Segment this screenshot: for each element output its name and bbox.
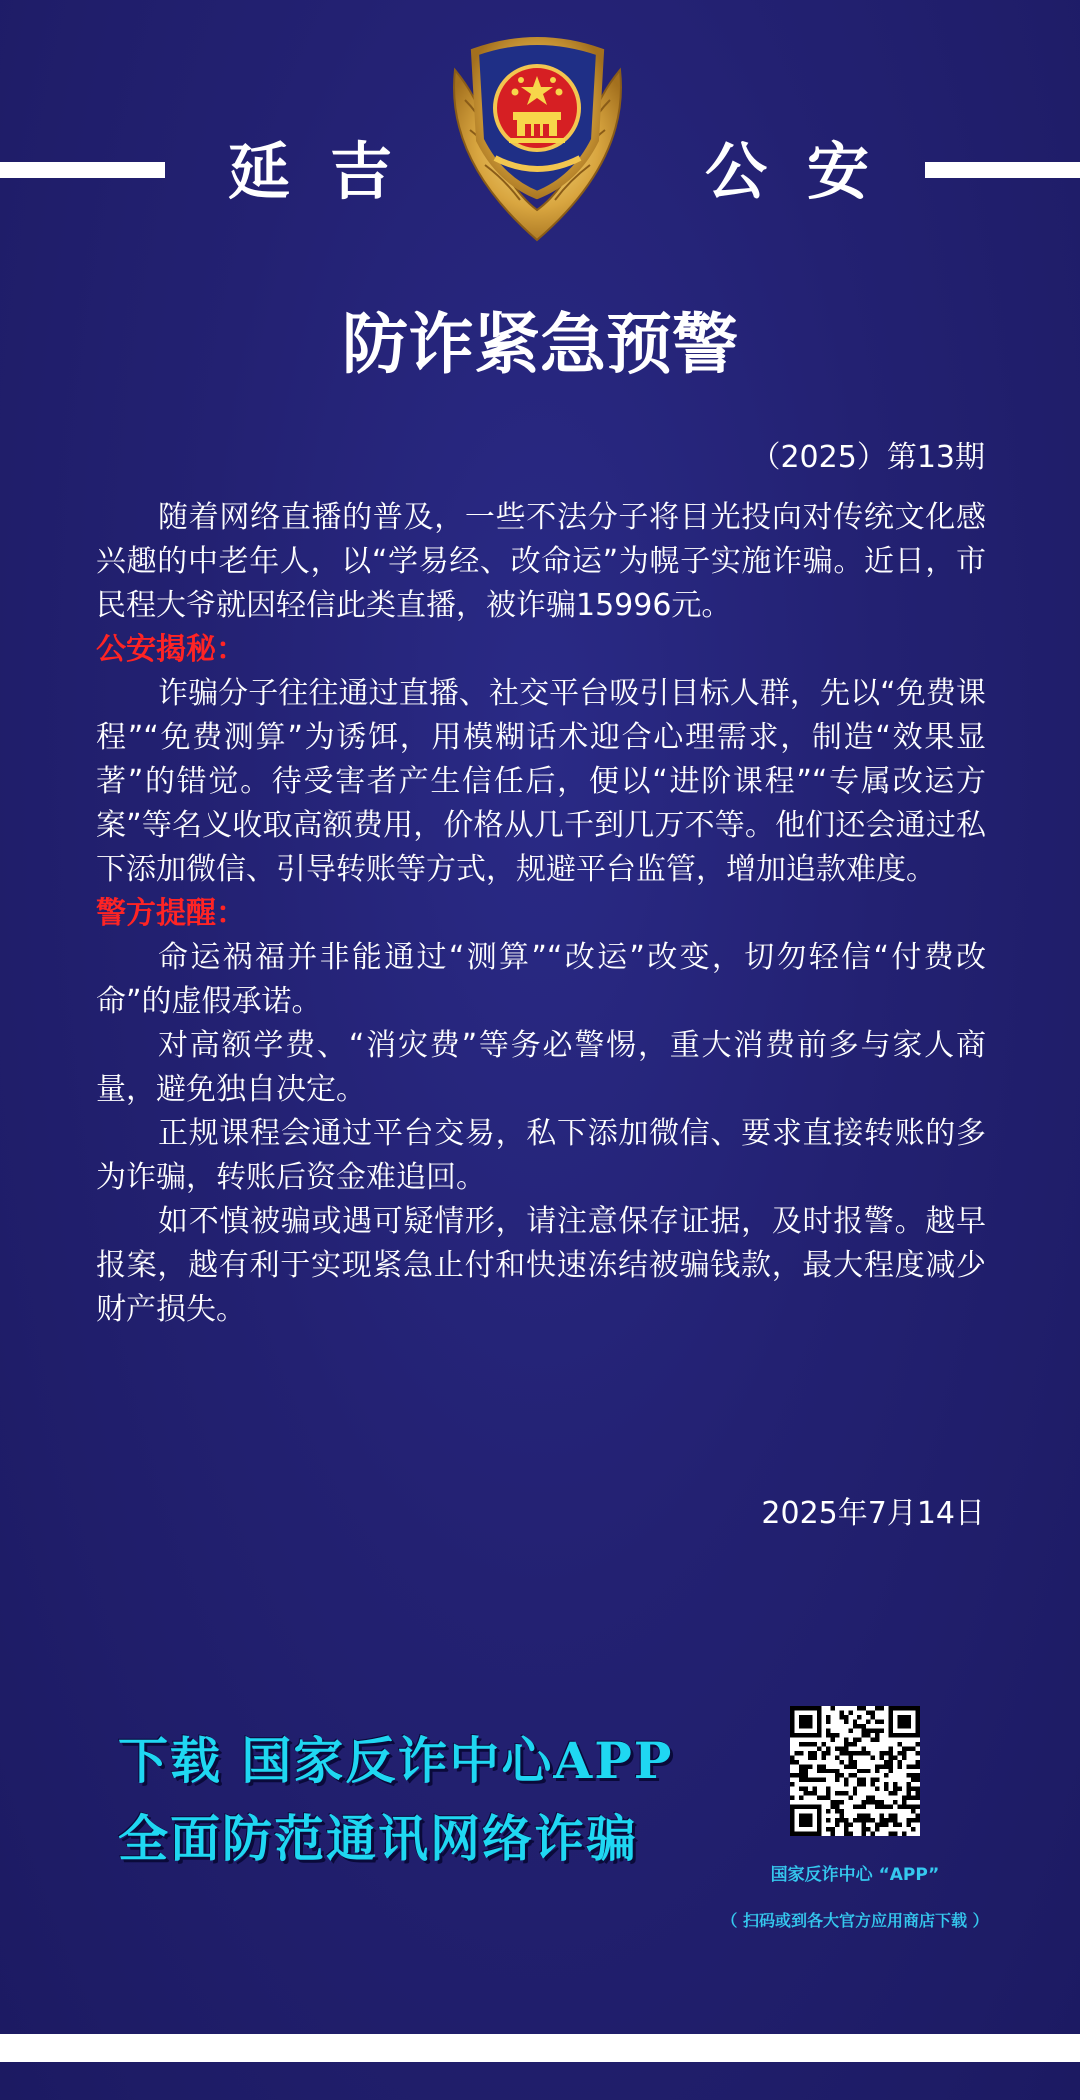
article-body: [96, 496, 986, 1332]
qr-code-icon[interactable]: [790, 1706, 920, 1836]
header-right-text: 公安: [705, 135, 910, 208]
intro-paragraph: 随着网络直播的普及，一些不法分子将目光投向对传统文化感兴趣的中老年人，以“学易经、改命运”为幌子实施诈骗。近日，市民程大爷就因轻信此类直播，被诈骗15996元。: [96, 500, 986, 623]
qr-download-note: （ 扫码或到各大官方应用商店下载 ）: [721, 1911, 989, 1930]
promo-line-1: 下载 国家反诈中心APP: [118, 1731, 674, 1790]
section1-paragraph: 诈骗分子往往通过直播、社交平台吸引目标人群，先以“免费课程”“免费测算”为诱饵，用模糊话术迎合心理需求，制造“效果显著”的错觉。待受害者产生信任后，便以“进阶课程”“专属改运方案”等名义收取高额费用，价格从几千到几万不等。他们还会通过私下添加微信、引导转账等方式，规避平台监管，增加追款难度。: [96, 676, 986, 887]
page-title: 防诈紧急预警: [342, 306, 738, 383]
qr-caption: 国家反诈中心 “APP”: [770, 1865, 940, 1885]
promo-line-2: 全面防范通讯网络诈骗: [118, 1809, 638, 1868]
header-left-text: 延吉: [228, 135, 433, 208]
police-emblem-icon: [425, 30, 650, 250]
reminder-paragraph: 对高额学费、“消灾费”等务必警惕，重大消费前多与家人商量，避免独自决定。: [96, 1028, 986, 1107]
issue-number: （2025）第13期: [750, 440, 985, 475]
app-promo: [118, 1722, 673, 1878]
section-heading-reminder: 警方提醒：: [96, 896, 246, 931]
section-heading-revealed: 公安揭秘：: [96, 632, 246, 667]
header-left-bar: [0, 162, 165, 178]
reminder-paragraph: 正规课程会通过平台交易，私下添加微信、要求直接转账的多为诈骗，转账后资金难追回。: [96, 1116, 986, 1195]
footer-bar: [0, 2034, 1080, 2062]
reminder-paragraph: 命运祸福并非能通过“测算”“改运”改变，切勿轻信“付费改命”的虚假承诺。: [96, 940, 986, 1019]
reminder-paragraph: 如不慎被骗或遇可疑情形，请注意保存证据，及时报警。越早报案，越有利于实现紧急止付和快速冻结被骗钱款，最大程度减少财产损失。: [96, 1204, 986, 1327]
publish-date: 2025年7月14日: [761, 1496, 985, 1531]
header-right-bar: [925, 162, 1080, 178]
